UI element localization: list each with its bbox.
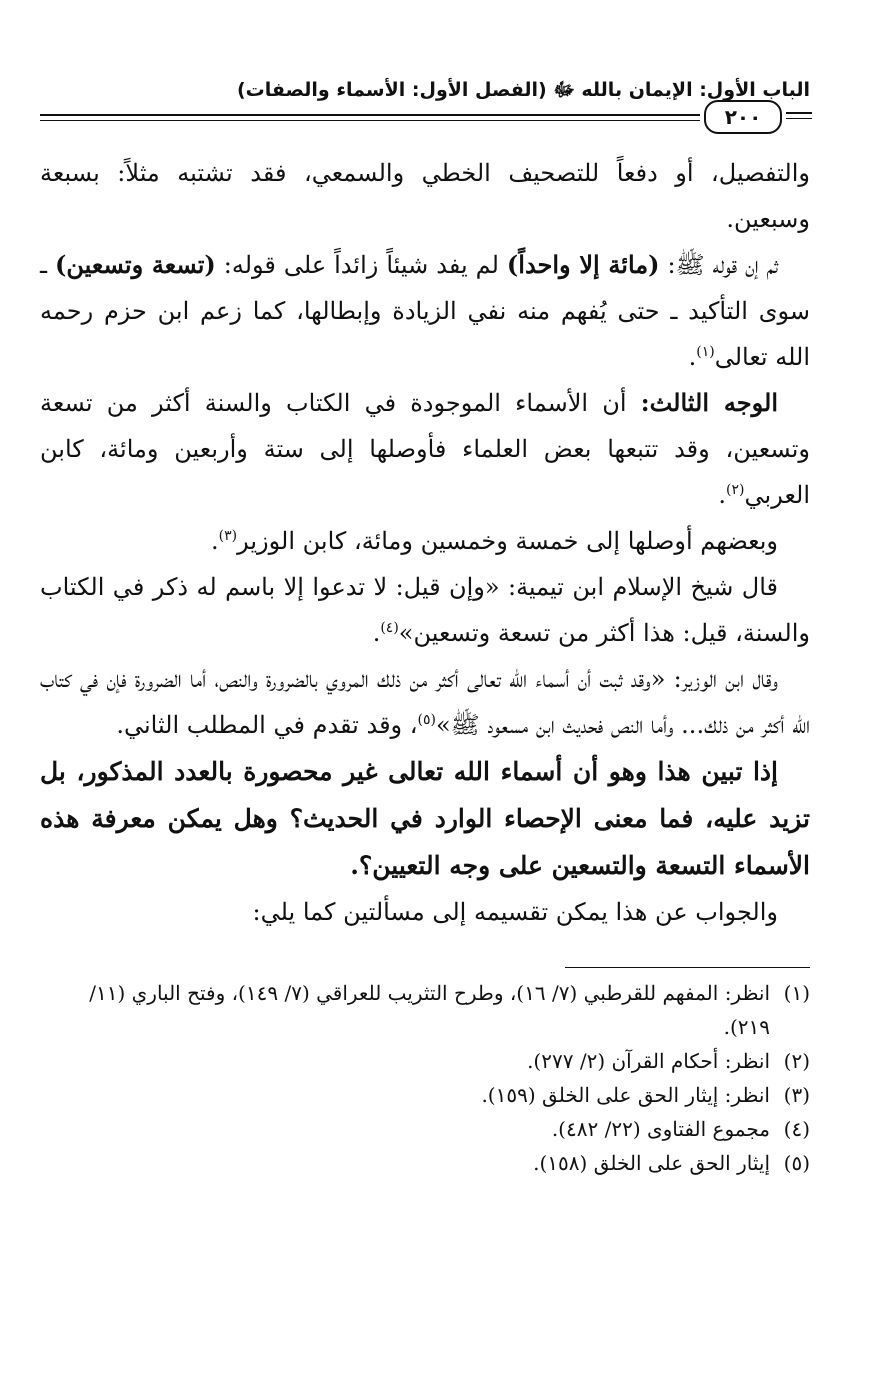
paragraph-3: الوجه الثالث: أن الأسماء الموجودة في الكتاب والسنة أكثر من تسعة وتسعين، وقد تتبعها بعض العلماء فأوصلها إلى ستة وأربعين ومائة، كابن العربي$^{(٢)}$.	[40, 388, 810, 509]
p6-text: وقال ابن الوزير: «وقد ثبت أن أسماء الله تعالى أكثر من ذلك المروي بالضرورة والنص، أما الضرورة فإن في كتاب الله أكثر من ذلك... وأما النص فحديث ابن مسعود ﷺ»	[40, 665, 810, 739]
header-rule-right-thin	[786, 118, 812, 119]
paragraph-1: والتفصيل، أو دفعاً للتصحيف الخطي والسمعي، فقد تشتبه مثلاً: بسبعة وسبعين.	[40, 159, 810, 233]
footnote	[40, 1146, 810, 1180]
footnote-number: (٤)	[783, 1117, 810, 1141]
p4-text: وبعضهم أوصلها إلى خمسة وخمسين ومائة، كابن الوزير	[237, 527, 778, 555]
footnote	[40, 976, 810, 1044]
footnote	[40, 1112, 810, 1146]
p2-rest: ـ سوى التأكيد ـ حتى يُفهم منه نفي الزيادة وإبطالها، كما زعم ابن حزم رحمه الله تعالى	[40, 251, 810, 371]
paragraph-7: إذا تبين هذا وهو أن أسماء الله تعالى غير محصورة بالعدد المذكور، بل تزيد عليه، فما معنى الإحصاء الوارد في الحديث؟ وهل يمكن معرفة هذه الأسماء التسعة والتسعين على وجه التعيين؟.	[40, 757, 810, 880]
main-text	[40, 150, 810, 935]
paragraph-8: والجواب عن هذا يمكن تقسيمه إلى مسألتين كما يلي:	[252, 898, 778, 926]
p6-tail: ، وقد تقدم في المطلب الثاني.	[116, 711, 418, 739]
footnotes	[40, 976, 810, 1180]
p3-text: أن الأسماء الموجودة في الكتاب والسنة أكثر من تسعة وتسعين، وقد تتبعها بعض العلماء فأوصلها إلى ستة وأربعين ومائة، كابن العربي	[40, 389, 810, 509]
footnote-text: انظر: المفهم للقرطبي (٧/ ١٦)، وطرح التثريب للعراقي (٧/ ١٤٩)، وفتح الباري (١١/ ٢١٩).	[89, 981, 770, 1039]
footnote-number: (٢)	[783, 1049, 810, 1073]
paragraph-6	[40, 656, 810, 748]
footnote-ref-1[interactable]: (١)	[696, 344, 715, 360]
footnote-ref-3[interactable]: (٣)	[218, 528, 238, 544]
paragraph-2: ثم إن قوله ﷺ: (مائة إلا واحداً) لم يفد شيئاً زائداً على قوله: (تسعة وتسعين) ـ سوى التأكيد ـ حتى يُفهم منه نفي الزيادة وإبطالها، كما زعم ابن حزم رحمه الله تعالى$^{(١)}$.	[40, 250, 810, 371]
footnote-separator	[565, 967, 810, 968]
footnote-text: انظر: أحكام القرآن (٢/ ٢٧٧).	[527, 1049, 770, 1073]
footnote	[40, 1078, 810, 1112]
header-rule	[40, 114, 700, 116]
footnote-number: (٥)	[783, 1151, 810, 1175]
footnote-text: مجموع الفتاوى (٢٢/ ٤٨٢).	[551, 1117, 770, 1141]
p2-mid: لم يفد شيئاً زائداً على قوله:	[223, 251, 499, 279]
p3-heading: الوجه الثالث:	[640, 388, 779, 417]
footnote-text: انظر: إيثار الحق على الخلق (١٥٩).	[481, 1083, 770, 1107]
p2-lead: ثم إن قوله ﷺ:	[667, 251, 779, 279]
p2-quote-1: (مائة إلا واحداً)	[506, 250, 660, 279]
paragraph-4: وبعضهم أوصلها إلى خمسة وخمسين ومائة، كابن الوزير$^{(٣)}$.	[211, 527, 778, 555]
header-rule-thin	[40, 120, 700, 121]
footnote-number: (٣)	[783, 1083, 810, 1107]
footnote-ref-4[interactable]: (٤)	[380, 620, 399, 636]
footnote-text: إيثار الحق على الخلق (١٥٨).	[533, 1151, 770, 1175]
p5-text: قال شيخ الإسلام ابن تيمية: «وإن قيل: لا تدعوا إلا باسم له ذكر في الكتاب والسنة، قيل: هذا أكثر من تسعة وتسعين»	[40, 573, 810, 647]
book-page	[40, 70, 810, 1180]
footnote	[40, 1044, 810, 1078]
page-number: ٢٠٠	[704, 100, 782, 134]
header-rule-right	[786, 112, 812, 114]
p2-quote-2: (تسعة وتسعين)	[55, 250, 216, 279]
running-title: الباب الأول: الإيمان بالله ﷻ (الفصل الأول: الأسماء والصفات)	[236, 79, 810, 101]
footnote-ref-5[interactable]: (٥)	[417, 712, 436, 728]
page-header	[40, 70, 810, 140]
footnote-number: (١)	[783, 981, 810, 1005]
footnote-ref-2[interactable]: (٢)	[726, 482, 745, 498]
paragraph-5: قال شيخ الإسلام ابن تيمية: «وإن قيل: لا تدعوا إلا باسم له ذكر في الكتاب والسنة، قيل: هذا أكثر من تسعة وتسعين»$^{(٤)}$.	[40, 573, 810, 647]
